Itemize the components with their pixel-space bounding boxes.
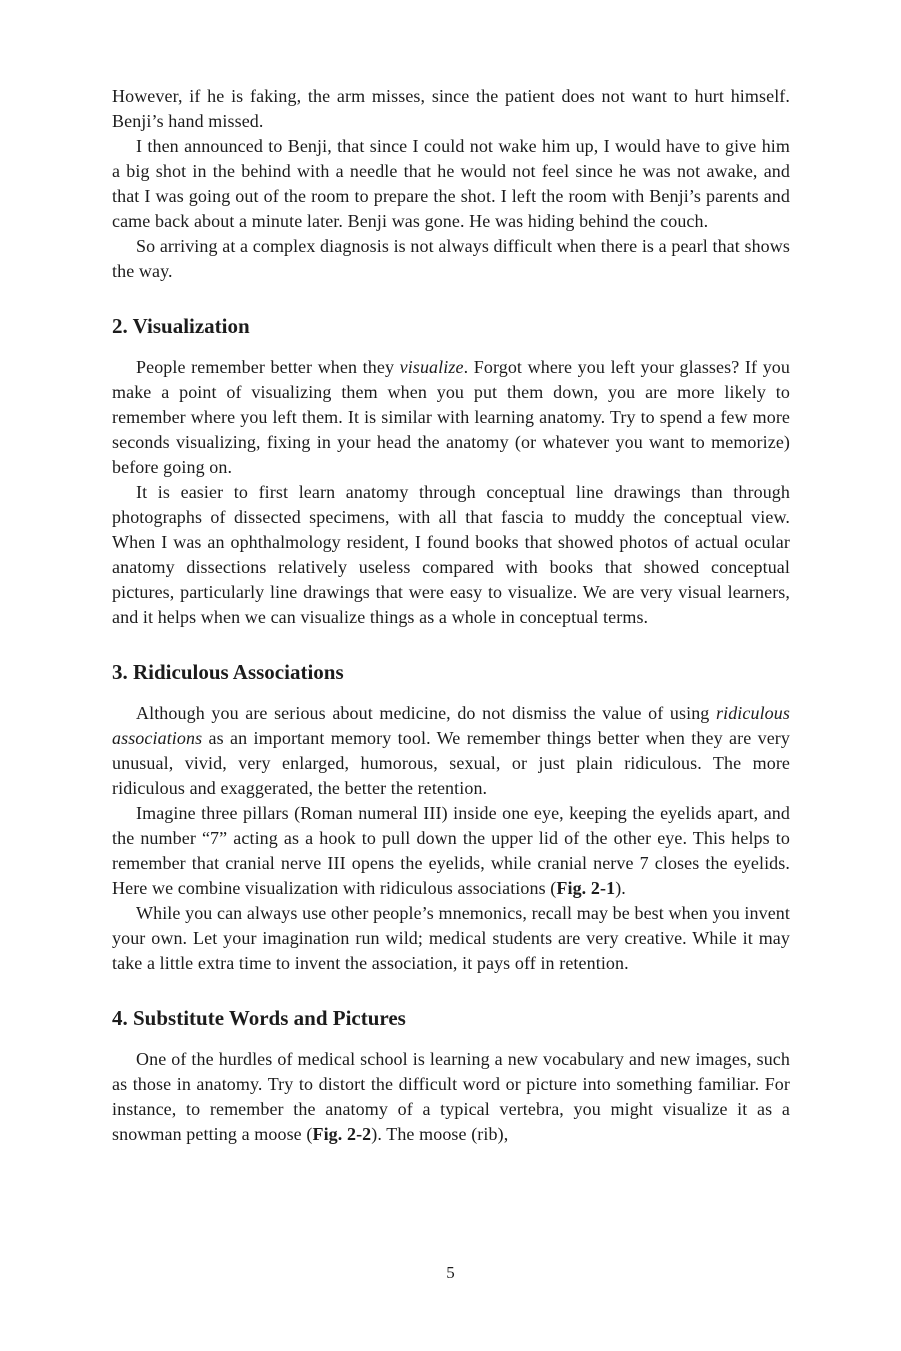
text-run: I then announced to Benji, that since I could not wake him up, I would have to give him a big shot in the behind with a needle that he would not feel since he was not awake, and that I was going out of the room to prepare the shot. I left the room with Benji’s parents and came back about a minute later. Benji was gone. He was hiding behind the couch. — [112, 136, 790, 231]
body-paragraph — [112, 480, 790, 630]
body-paragraph — [112, 355, 790, 480]
text-run: as an important memory tool. We remember things better when they are very unusual, vivid, very enlarged, humorous, sexual, or just plain ridiculous. The more ridiculous and exaggerated, the better the retention. — [112, 728, 790, 798]
section-heading: 2. Visualization — [112, 314, 250, 338]
text-run: People remember better when they — [136, 357, 400, 377]
text-run: So arriving at a complex diagnosis is not always difficult when there is a pearl that shows the way. — [112, 236, 790, 281]
text-run: However, if he is faking, the arm misses, since the patient does not want to hurt himself. Benji’s hand missed. — [112, 86, 790, 131]
page-number: 5 — [446, 1263, 455, 1282]
body-paragraph — [112, 134, 790, 234]
section-heading: 4. Substitute Words and Pictures — [112, 1006, 406, 1030]
body-paragraph — [112, 234, 790, 284]
section-heading: 3. Ridiculous Associations — [112, 660, 344, 684]
bold-text-run: Fig. 2-1 — [556, 878, 616, 898]
italic-text-run: ridiculous associations — [112, 703, 790, 748]
page-content — [112, 84, 790, 1147]
text-run: It is easier to first learn anatomy through conceptual line drawings than through photographs of dissected specimens, with all that fascia to muddy the conceptual view. When I was an ophthalmology resident, I found books that showed photos of actual ocular anatomy dissections relatively useless compared with books that showed conceptual pictures, particularly line drawings that were easy to visualize. We are very visual learners, and it helps when we can visualize things as a whole in conceptual terms. — [112, 482, 790, 627]
text-run: Although you are serious about medicine, do not dismiss the value of using — [136, 703, 716, 723]
text-run: . Forgot where you left your glasses? If you make a point of visualizing them when you put them down, you are more likely to remember where you left them. It is similar with learning anatomy. Try to spend a few more seconds visualizing, fixing in your head the anatomy (or whatever you want to memorize) before going on. — [112, 357, 790, 477]
body-paragraph — [112, 901, 790, 976]
text-run: Imagine three pillars (Roman numeral III) inside one eye, keeping the eyelids apart, and the number “7” acting as a hook to pull down the upper lid of the other eye. This helps to remember that cranial nerve III opens the eyelids, while cranial nerve 7 closes the eyelids. Here we combine visualization with ridiculous associations ( — [112, 803, 790, 898]
bold-text-run: Fig. 2-2 — [312, 1124, 372, 1144]
text-run: While you can always use other people’s mnemonics, recall may be best when you invent your own. Let your imagination run wild; medical students are very creative. While it may take a little extra time to invent the association, it pays off in retention. — [112, 903, 790, 973]
italic-text-run: visualize — [399, 357, 464, 377]
text-run: ). — [615, 878, 626, 898]
body-paragraph — [112, 1047, 790, 1147]
text-run: ). The moose (rib), — [371, 1124, 509, 1144]
body-paragraph — [112, 801, 790, 901]
text-run: One of the hurdles of medical school is learning a new vocabulary and new images, such as those in anatomy. Try to distort the difficult word or picture into something familiar. For instance, to remember the anatomy of a typical vertebra, you might visualize it as a snowman petting a moose ( — [112, 1049, 790, 1144]
body-paragraph — [112, 84, 790, 134]
body-paragraph — [112, 701, 790, 801]
